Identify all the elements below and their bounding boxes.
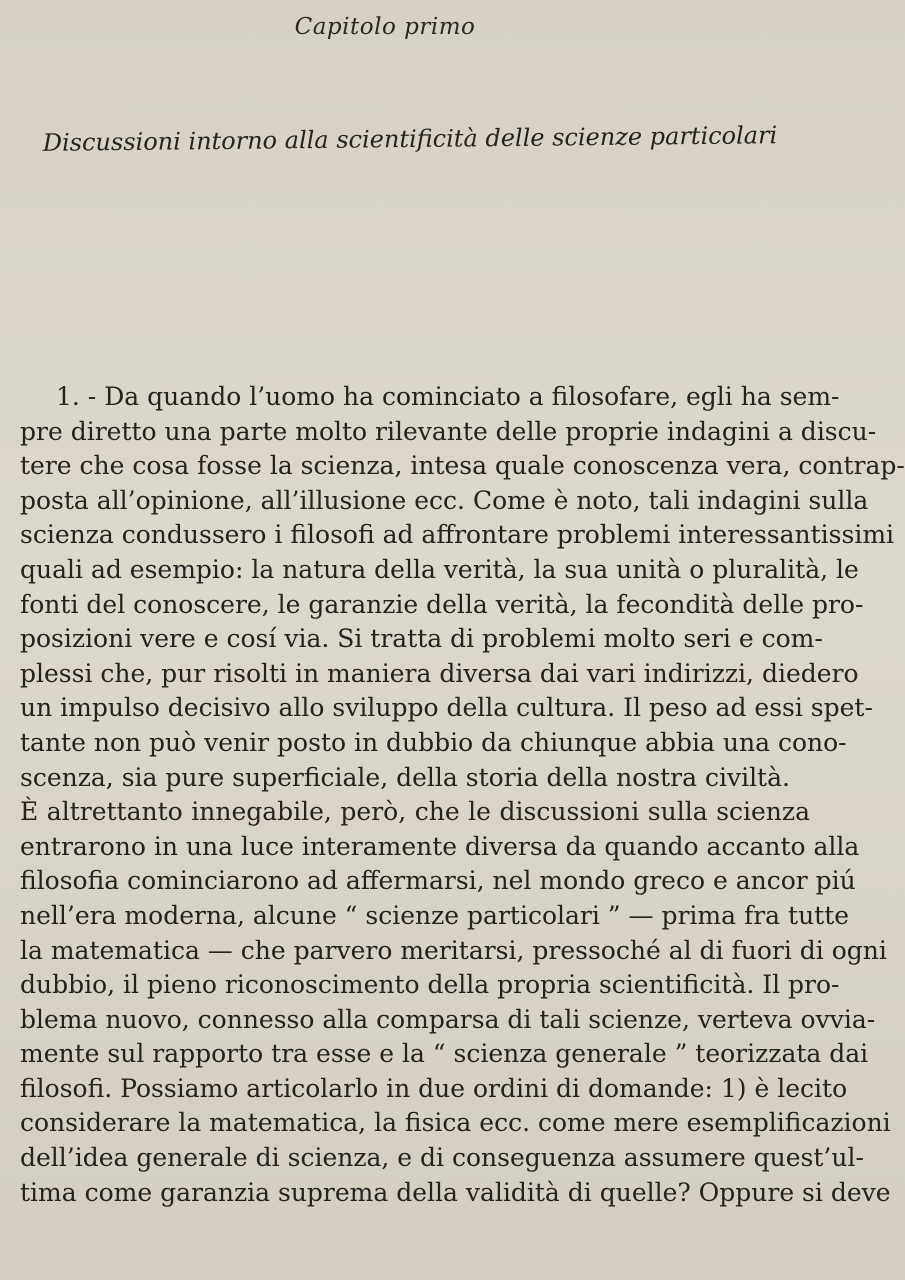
text-line: tima come garanzia suprema della validità di quelle? Oppure si deve [20, 1177, 891, 1207]
chapter-title: Discussioni intorno alla scientificità delle scienze particolari [42, 121, 778, 157]
text-line: scenza, sia pure superficiale, della storia della nostra civiltà. [20, 762, 790, 792]
text-line: blema nuovo, connesso alla comparsa di tali scienze, verteva ovvia- [20, 1004, 876, 1034]
text-line: dubbio, il pieno riconoscimento della propria scientificità. Il pro- [20, 970, 840, 1000]
text-line: tante non può venir posto in dubbio da chiunque abbia una cono- [20, 727, 847, 757]
text-line: È altrettanto innegabile, però, che le discussioni sulla scienza [20, 797, 810, 827]
text-line: fonti del conoscere, le garanzie della verità, la fecondità delle pro- [20, 589, 864, 619]
text-line: quali ad esempio: la natura della verità, la sua unità o pluralità, le [20, 554, 859, 584]
text-line: filosofi. Possiamo articolarlo in due ordini di domande: 1) è lecito [20, 1073, 848, 1103]
text-line: entrarono in una luce interamente diversa da quando accanto alla [20, 831, 860, 861]
text-line: la matematica — che parvero meritarsi, pressoché al di fuori di ogni [20, 935, 887, 965]
text-line: posta all’opinione, all’illusione ecc. Come è noto, tali indagini sulla [20, 485, 869, 515]
text-line: filosofia cominciarono ad affermarsi, nel mondo greco e ancor piú [20, 866, 856, 896]
paragraph-2 [20, 795, 891, 1210]
text-line: considerare la matematica, la fisica ecc. come mere esemplificazioni [20, 1108, 891, 1138]
text-line: pre diretto una parte molto rilevante delle proprie indagini a discu- [20, 416, 877, 446]
text-line: dell’idea generale di scienza, e di conseguenza assumere quest’ul- [20, 1143, 864, 1173]
text-line: nell’era moderna, alcune “ scienze particolari ” — prima fra tutte [20, 900, 850, 930]
body-text [20, 380, 905, 1210]
text-line: tere che cosa fosse la scienza, intesa quale conoscenza vera, contrap- [20, 451, 905, 481]
text-line: 1. - Da quando l’uomo ha cominciato a filosofare, egli ha sem- [56, 382, 840, 411]
text-line: un impulso decisivo allo sviluppo della cultura. Il peso ad essi spet- [20, 693, 873, 723]
paragraph-1 [20, 380, 905, 795]
text-line: mente sul rapporto tra esse e la “ scienza generale ” teorizzata dai [20, 1039, 869, 1069]
text-line: scienza condussero i filosofi ad affrontare problemi interessantissimi [20, 520, 895, 550]
chapter-label: Capitolo primo [294, 14, 476, 40]
text-line: posizioni vere e cosí via. Si tratta di problemi molto seri e com- [20, 624, 823, 654]
text-line: plessi che, pur risolti in maniera diversa dai vari indirizzi, diedero [20, 658, 859, 688]
